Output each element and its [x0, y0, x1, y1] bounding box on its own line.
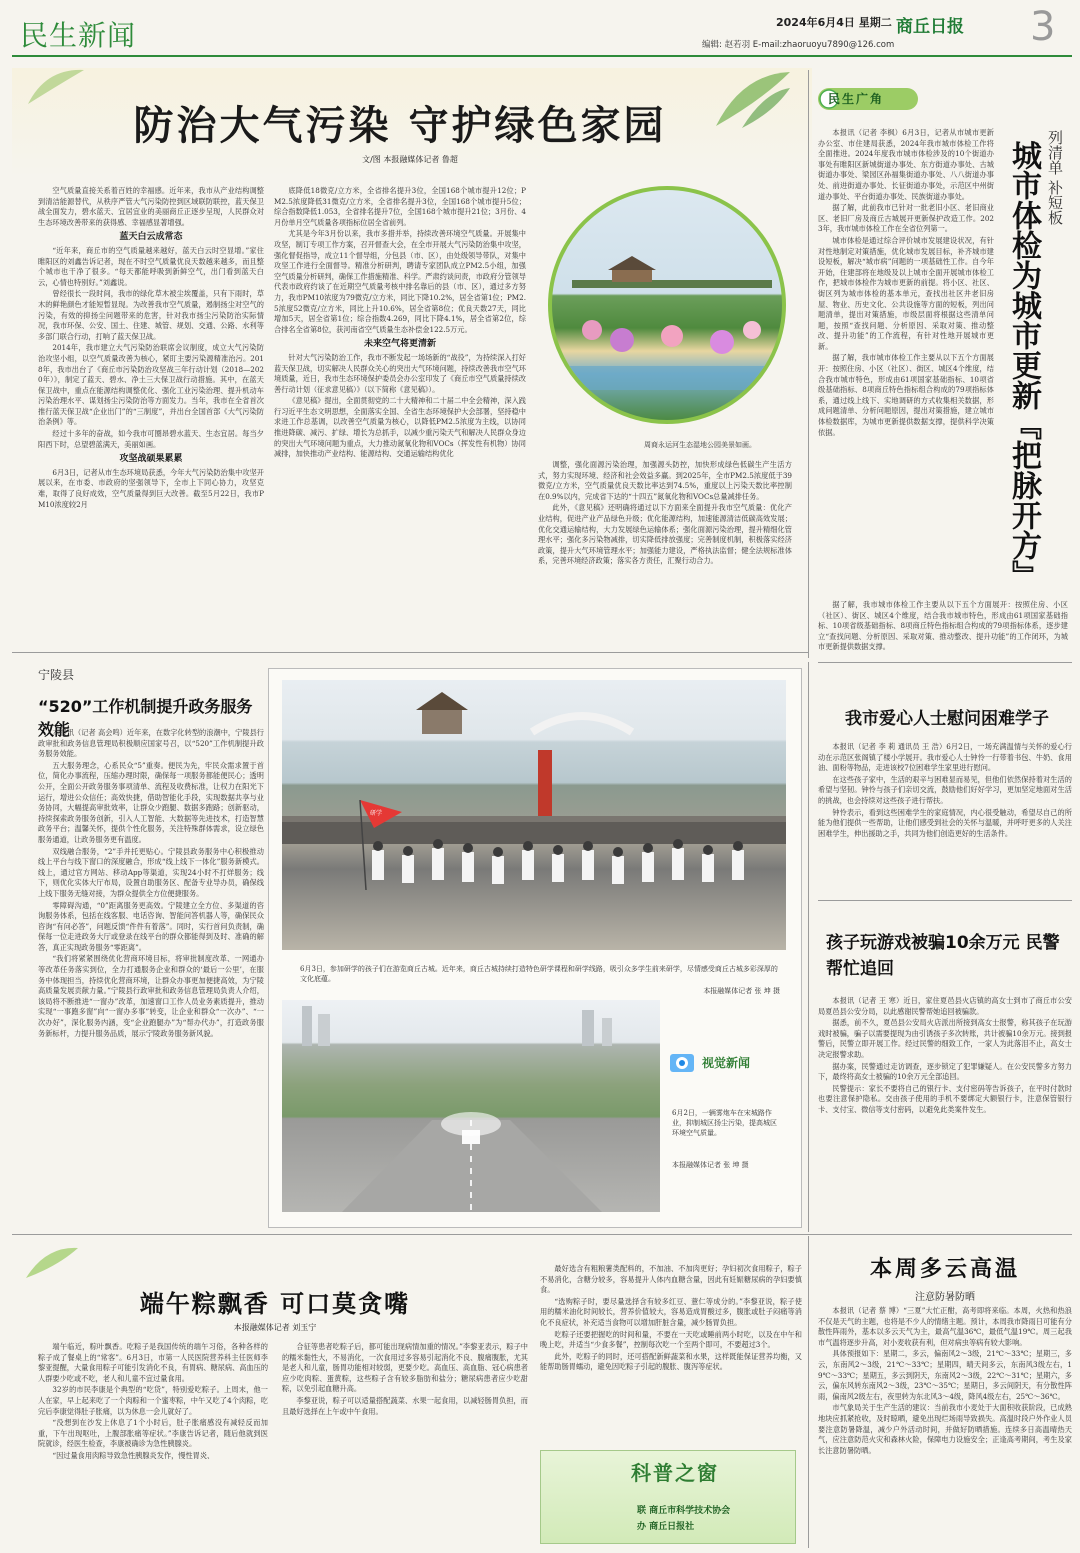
subhead-blue-sky: 蓝天白云成常态: [119, 232, 183, 243]
visual-news-badge: [668, 1048, 780, 1078]
sidebar-paragraph: 据了解，我市城市体检工作主要从以下五个方面展开：按照住房、小区（社区）、街区、城区4个维度，结合我市城市特色，形成由61项国家基础指标、10项省级基础指标、8项商丘特色指标组合构成的79项指标体系，逐步建立“查找问题、分析原因、采取对策、推动整改、提升功能”的工作闭环，为城市更新提供数据支撑。: [818, 600, 1068, 652]
sidebar-kicker: 列清单 补短板: [1046, 130, 1064, 225]
weather-paragraph: 市气象局关于生产生活的建议：当前我市小麦处于大面积收获阶段，已成熟地块应抓紧抢收，及时晾晒，避免出现烂场雨导致损失。高温时段户外作业人员要注意防暑降温，减少户外活动时间，并做好防晒措施。连续多日高温晴热天气，应注意防范火灾和森林火险，保障电力设施安全；正逢高考期间，考生及家长注意防暑防晒。: [818, 1403, 1072, 1455]
weather-headline: 本周多云高温: [869, 1257, 1020, 1282]
dragon-paragraph: 32岁的市民李康是个典型的“吃货”，特别爱吃粽子。上周末，他一人在家，早上起来吃了一个肉粽和一个蜜枣粽，中午又吃了4个肉粽，吃完后李康觉得肚子胀痛，以为休息一会儿就好了。: [38, 1385, 268, 1416]
dragon-paragraph: 吃粽子还要把握吃的时间和量，不要在一天吃或睡前两小时吃，以及在中午和晚上吃，并适当“少食多餐”，控制每次吃一个至两个即可，不要超过3个。: [540, 1329, 802, 1350]
scam-paragraph: 本报讯（记者 王 寒）近日，家住夏邑县火店镇的高女士到市了商丘市公安局夏邑县公安分局，以此感谢民警帮她追回被骗款。: [818, 996, 1072, 1016]
main-intro: 空气质量直接关系着百姓的幸福感。近年来，我市从产业结构调整到清洁能源替代，从秩序严管大气污染防控到区域联防联控，蓝天保卫战全面发力，碧水蓝天、宜居宜业的美丽商丘正逐步呈现，人民群众对生态环境改善带来的获得感、幸福感显著增强。: [38, 186, 264, 227]
ningling-paragraph: 五大服务理念，心系民众“5”重奏。便民为先，牢民众需求置于首位，简化办事流程，压缩办理时限，确保每一项服务都能便民心；透明公开，全面公开政务服务事项清单、流程及收费标准，让权力在阳光下运行，增进公众信任；高效快捷，借助智能化手段，实现数据共享与业务协同，大幅提高审批效率，让群众少跑腿、数据多跑路；创新驱动，持续探索政务服务创新，引入人工智能、大数据等先进技术，打造智慧政务平台；温馨关怀，提供个性化服务，关注特殊群体需求，设立绿色服务通道，让政务服务更有温度。: [38, 760, 264, 844]
science-window-box: [540, 1450, 796, 1544]
newspaper-logo: 商丘日报: [896, 17, 964, 37]
main-paragraph: 曾经很长一段时间，我市的绿化草木被尘埃覆盖，只有下雨时，草木的鲜艳颜色才能短暂显现。为改善我市空气质量，遏制扬尘对空气的污染，有效的抑扬尘问题带来的危害，针对我市扬尘污染防治实际情况，我市环保、公安、国土、住建、城管、规划、交通、公路、水利等多部门联合行动，打响了蓝天保卫战。: [38, 289, 264, 341]
ningling-paragraph: 本报讯（记者 高会鸣）近年来，在数字化转型的浪潮中，宁陵县行政审批和政务信息管理局积极顺应国家号召，以“520”工作机制提升政务服务效能。: [38, 728, 264, 759]
wetland-park-photo: [548, 186, 786, 424]
scam-paragraph: 民警提示：家长不要将自己的银行卡、支付密码等告诉孩子，在平时付款时也要注意保护隐私。交由孩子使用的手机不要绑定大额银行卡，注意保管银行卡、支付宝、微信等支付密码，以避免此类案件发生。: [818, 1083, 1072, 1114]
sidebar-banner-label: 民生广角: [828, 92, 885, 106]
dragon-col1: [38, 1342, 268, 1547]
sidebar-article-bottom: [818, 600, 1068, 658]
sidebar-paragraph: 本报讯（记者 李枫）6月3日，记者从市城市更新办公室、市住建局获悉，2024年我市城市体检工作将全面推进。2024年度我市城市体检涉及的10个街道办事处有睢阳区新城街道办事处、东方街道办事处、古城街道办事处、梁园区孙福集街道办事处、八八街道办事处、前进街道办事处、长征街道办事处，示范区中州街道办事处、平台街道办事处、民族街道办事处。: [818, 128, 994, 201]
sidebar-paragraph: 城市体检是通过综合评价城市发展建设状况，有针对性地制定对策措施，优化城市发展目标，补齐城市建设短板，解决“城市病”问题的一项基础性工作。自今年开始，住建部将在地级及以上城市全面开展城市体检工作，把城市体检作为城市更新的前提。将小区、社区、街区列为城市体检的基本单元，查找出社区井老旧房屋、物业、历史文化、公共设施等方面的短板，列出问题清单，提出对策措施，市级层面将根据这些清单问题，按照“查找问题、分析原因、采取对策、推动整改、提升功能”的工作流程，有针对性地开展城市更新。: [818, 235, 994, 351]
visual-news-label: 视觉新闻: [702, 1056, 751, 1070]
scam-article: [818, 996, 1072, 1226]
zongzi-leaf-decoration: [22, 1242, 82, 1282]
main-paragraph: 针对大气污染防治工作，我市不断发起一场场新的“战役”，为持续深入打好蓝天保卫战，切实解决人民群众关心的突出大气环境问题，持续改善我市空气环境质量，近日，我市生态环境保护委员会办公室印发了《商丘市空气质量持续改善行动计划（征求意见稿）》（以下简称《意见稿》）。: [274, 352, 526, 394]
main-paragraph: 6月3日，记者从市生态环境局获悉，今年大气污染防治集中攻坚开展以来，在市委、市政府的坚强领导下，全市上下同心协力，攻坚克难，取得了良好成效，空气质量得到巨大改善。截至5月22日，我市PM10浓度较2月: [38, 467, 264, 509]
county-tag: 宁陵县: [38, 668, 75, 682]
dragon-boat-headline: 端午粽飘香 可口莫贪嘴: [139, 1290, 411, 1318]
science-window-org1: 联 商丘市科学技术协会: [637, 1506, 731, 1516]
weather-article: [818, 1306, 1072, 1548]
science-window-title: 科普之窗: [631, 1461, 719, 1485]
fog-cannon-photo: [282, 1000, 660, 1212]
caring-paragraph: 本报讯（记者 李 莉 通讯员 王 浩）6月2日，一场充满温情与关怀的爱心行动在示范区张阁镇了楼小学展开。我市爱心人士钟怜一行带着书包、牛奶、食用油、面粉等物品，走进该校7位困难学生家里进行慰问。: [818, 742, 1072, 773]
dragon-paragraph: “选购粽子时，要尽量选择含有较多红豆、薏仁等成分的。”李黎亚说，粽子使用的糯米油化时间较长，营养价值较大，容易造成胃酸过多，腹胀或肚子闷痛等消化不良症状，补充适当食物可以增加肝脏含量，减少肠胃负担。: [540, 1296, 802, 1327]
main-paragraph: 底降低18微克/立方米，全省排名提升3位，全国168个城市提升12位；PM2.5浓度降低31微克/立方米，全省排名提升3位，全国168个城市提升5位；综合指数降低1.053，全省排名提升7位，全国168个城市提升21位；3月份、4月份单月空气质量各项指标位居全省前列。: [274, 186, 526, 227]
section-title: 民生新闻: [20, 19, 137, 52]
sidebar-paragraph: 据了解，我市城市体检工作主要从以下五个方面展开：按照住房、小区（社区）、街区、城区4个维度，结合我市城市特色，形成由61项国家基础指标、10项省级基础指标、8项商丘特色指标组合构成的79项指标体系，通过线上线下、实地调研的方式收集相关数据，形成问题清单、分析问题原因，提出对策措施，建立城市体检数据库，为城市更新提供数据支撑，提供科学决策依据。: [818, 353, 994, 437]
science-window-org2: 办 商丘日报社: [637, 1522, 695, 1532]
dragon-paragraph: “没想到在沙发上休息了1个小时后，肚子胀痛感没有减轻反而加重，下午出现呕吐，上腹部胀痛等症状。”李康告诉记者，随后他就到医院就诊，经医生检查，李康被确诊为急性胰腺炎。: [38, 1418, 268, 1449]
photo-caption-2: 6月2日，一辆雾炮车在宋城路作业，抑制城区扬尘污染，提高城区环境空气质量。: [672, 1109, 777, 1137]
section-divider: [818, 662, 1072, 663]
main-paragraph: 2014年，我市建立大气污染防治联席会议制度，成立大气污染防治攻坚小组，以空气质量改善为核心，紧盯主要污染源精准治污。2018年，我市出台了《商丘市污染防治攻坚战三年行动计划（2018—2020年）》，制定了蓝天、碧水、净土三大保卫战行动措施。其中，在蓝天保卫战中，重点在能源结构调整优化、强化工业污染治理、提升机动车污染治理水平、谋划扬尘污染防治等方面发力。当年，我市在全省首次推行蓝天保卫战“企业出门”的“三制度”，并出台全国首部《大气污染防治条例》等。: [38, 343, 264, 427]
main-byline: 文/图 本报融媒体记者 鲁超: [362, 155, 458, 164]
main-paragraph: 调整，强化面源污染治理，加强源头防控，加快形成绿色低碳生产生活方式，努力实现环境、经济和社会效益多赢。到2025年，全市PM2.5浓度低于39微克/立方米，空气质量优良天数比率达到74.5%，重度以上污染天数比率控制在0.9%以内，完成省下达的“十四五”氮氧化物和VOCs总量减排任务。: [538, 460, 792, 501]
section-divider: [12, 1234, 1072, 1235]
dragon-paragraph: 此外，吃粽子的同时，还可搭配新鲜蔬菜和水果，这样既能保证营养均衡，又能帮助肠胃蠕动，避免因吃粽子引起的腹胀、腹泻等症状。: [540, 1351, 802, 1372]
dragon-paragraph: 李黎亚说，粽子可以适量搭配蔬菜、水果一起食用，以减轻肠胃负担，而且最好选择在上午或中午食用。: [282, 1395, 528, 1416]
dragon-paragraph: 最好选含有粗粮薯类配料的，不加油、不加肉更好；孕妇初次食用粽子，粽子不易消化，含糖分较多，容易提升人体内血糖含量，因此有妊娠糖尿病的孕妇要慎食。: [540, 1264, 802, 1295]
main-paragraph: 此外，《意见稿》还明确将通过以下方面来全面提升我市空气质量：优化产业结构，促进产业产品绿色升级；优化能源结构，加速能源清洁低碳高效发展；优化交通运输结构，大力发展绿色运输体系；强化面源污染治理，提升精细化管理水平；强化多污染物减排，切实降低排放强度；完善制度机制，积极落实经济政策，提升大气环境管理水平；加强能力建设，严格执法监督；健全法规标准体系，完善环境经济政策；落实各方责任，汇聚行动合力。: [538, 503, 792, 566]
weather-paragraph: 本报讯（记者 蔡 博）“三夏”大忙正酣，高考即将来临。本周，火热和热浪不仅是天气的主题，也将是不少人的情绪主题。预计，本周我市降雨日可能有分散性阵雨外，基本以多云天气为主，最高气温36℃，最低气温19℃。周三起我市气温将逐步升高，对小麦收获有利，但对病虫等病有较大影响。: [818, 1306, 1072, 1347]
dragon-col2: [282, 1342, 528, 1547]
scam-headline: 孩子玩游戏被骗10余万元 民警帮忙追回: [826, 933, 1060, 979]
caring-headline: 我市爱心人士慰问困难学子: [845, 709, 1049, 729]
sidebar-headline: 城市体检为城市更新『把脉开方』: [1006, 140, 1041, 590]
photo-credit-2: 本报融媒体记者 张 坤 摄: [672, 1161, 749, 1169]
scam-paragraph: 据办案，民警通过走访调查，逐步锁定了犯罪嫌疑人。在公安民警多方努力下，最终将高女士被骗的10余万元全部追回。: [818, 1061, 1072, 1082]
section-divider: [818, 900, 1072, 901]
issue-date: 2024年6月4日 星期二: [776, 16, 892, 29]
header-rule: [12, 55, 1072, 57]
column-divider: [808, 70, 809, 658]
ancient-city-photo: [282, 680, 786, 950]
weather-paragraph: 具体预报如下：星期二，多云，偏南风2～3级，21℃～33℃；星期三，多云，东南风2～3级，21℃～33℃；星期四，晴天间多云，东南风3级左右，19℃～33℃；星期五，多云到阴天，东南风2～3级，22℃～31℃；星期六，多云，偏东风转东南风2～3级，23℃～35℃；星期日，多云间阴天，有分散性阵雨，偏南风2级左右，夜里转为东北风3～4级，降风4级左右，25℃～36℃。: [818, 1349, 1072, 1401]
photo-credit-1: 本报融媒体记者 张 坤 摄: [703, 987, 780, 995]
ningling-headline: “520”工作机制提升政务服务效能: [38, 697, 253, 739]
caring-article: [818, 742, 1072, 892]
scam-paragraph: 据悉，前不久，夏邑县公安局火店派出所接到高女士报警，称其孩子在玩游戏时被骗，骗子以需要提现为由引诱孩子多次转账，共计被骗10余万元。接到报警后，民警立即开展工作。经过民警的细致工作，一家人为此落泪不止，高女士决定报警求助。: [818, 1018, 1072, 1059]
main-paragraph: 经过十多年的奋战，如今我市可圈昂碧水蓝天、生态宜居。每当夕阳西下时，总望碧蓝满天，美丽如画。: [38, 429, 264, 449]
main-paragraph: “近年来，商丘市的空气质量越来越好，蓝天白云时空显增。”家住睢阳区的刘鑫告诉记者，现在不时空气质量优良天数越来越多，而且整个城市也干净了很多。“每天都能呼吸到新鲜空气，出门看到蓝天白云，心情也特别好。”刘鑫说。: [38, 245, 264, 287]
sidebar-paragraph: 据了解，此前我市已针对一批老旧小区、老旧商业区、老旧厂房及商丘古城展开更新保护改造工作。2023年，我市城市体检工作在全省位列第一。: [818, 203, 994, 234]
ningling-article: [38, 728, 264, 1248]
page-number: 3: [1030, 4, 1056, 50]
dragon-boat-byline: 本报融媒体记者 刘玉宁: [233, 1323, 317, 1332]
dragon-col3: [540, 1264, 802, 1444]
column-divider: [808, 1236, 809, 1548]
editor-info: 编辑: 赵若羽 E-mail:zhaoruoyu7890@126.com: [702, 40, 895, 50]
sidebar-article: [818, 128, 994, 658]
caring-paragraph: 在这些孩子家中，生活的艰辛与困难显而易见，但他们依然保持着对生活的希望与坚韧。钟怜与孩子们亲切交流，鼓励他们好好学习，更加坚定地面对生活的挑战，也会持续对这些孩子进行帮扶。: [818, 774, 1072, 805]
flag-text: 研学: [370, 810, 383, 817]
caring-paragraph: 钟怜表示，看到这些困难学生的家庭情况，内心很受触动，希望尽自己的所能为他们提供一些帮助，让他们感受到社会的关怀与温暖，并呼吁更多的人关注困难学生，伸出援助之手，共同为他们创造更好的生活条件。: [818, 807, 1072, 838]
ningling-paragraph: 零障碍沟通，“0”距离服务更高效。宁陵建立全方位、多渠道的咨询服务体系，包括在线客服、电话咨询、智能问答机器人等，确保民众咨询“有问必答”，问题反馈“件件有着落”。同时，实行首问负责制，确保每一位走进政务大厅或登录在线平台的群众都能得到及时、准确的解答，真正实现政务服务“零距离”。: [38, 900, 264, 952]
main-paragraph: 尤其是今年3月份以来，我市多措并举，持续改善环境空气质量。开展集中攻坚，制订专项工作方案，召开督查大会，在全市开展大气污染防治集中攻坚，强化督促指导，成立11个督导组，分包县（市、区），由处级领导带队，对集中攻坚工作进行全面督导。精准分析研判，聘请专家团队成立PM2.5小组，加强空气质量分析研判，确保工作措施精准、科学。严肃约谈问责，市政府分管领导代表市政府约谈了在近期空气质量考核中排名靠后的县（市、区），通过多方努力，我市PM10浓度为79微克/立方米，同比下降10.2%，居全省第1位；PM2.5浓度52微克/立方米，同比上升10.6%，居全省第8位；优良天数27天，同比增加5天，居全省第1位；综合指数4.269，同比下降4.1%，居全省第2位，综合排名全省第8位，获河南省空气质量生态补偿金122.5万元。: [274, 229, 526, 334]
section-divider: [12, 652, 808, 653]
main-col1: [38, 186, 264, 626]
ningling-paragraph: “我们将紧紧围绕优化营商环境目标，将审批制度改革、一网通办等改革任务落实到位，全力打通服务企业和群众的‘最后一公里’，在服务中体现担当，持续优化营商环境，让群众办事更加便捷高效，为宁陵高质量发展贡献力量。”宁陵县行政审批和政务信息管理局负责人介绍，该局将不断推进“一窗办”改革，加速窗口工作人员业务素质提升，推动实现“一事跑多窗”向“一窗办多事”转变，让企业和群众“一次办”、“一次办好”，深化服务内涵，变“企业跑腿办”为“帮办代办”，打造政务服务新标杆，力提升服务品质，展示宁陵政务服务新风貌。: [38, 954, 264, 1038]
dragon-paragraph: “因过量食用肉粽导致急性胰腺炎发作，慢性胃炎、: [52, 1450, 215, 1460]
sidebar-banner: [818, 88, 918, 110]
dragon-paragraph: 合征等患者吃粽子后，都可能出现病情加重的情况。”李黎亚表示，粽子中的糯米黏性大，不易消化，一次食用过多容易引起消化不良、腹痛腹胀，尤其是老人和儿童，肠胃功能相对较弱，更要少吃。高血压、高血脂、冠心病患者应少吃肉粽、蛋黄粽，这些粽子含有较多脂肪和盐分；糖尿病患者应少吃甜粽，以免引起血糖升高。: [282, 1342, 528, 1394]
photo-caption-1: 6月3日，参加研学的孩子们在游览商丘古城。近年来，商丘古城持续打造特色研学课程和研学线路，吸引众多学生前来研学，尽情感受商丘古城多彩深厚的文化底蕴。: [300, 965, 778, 983]
main-col2: [274, 186, 526, 626]
dragon-paragraph: 端午临近，粽叶飘香。吃粽子是我国传统的端午习俗，各种各样的粽子成了餐桌上的“常客”。6月3日，市第一人民医院营养科主任医师李黎亚提醒，大量食用粽子可能引发消化不良，有胃病、糖尿病、高血压的人群要少吃或不吃，老人和儿童不宜过量食用。: [38, 1342, 268, 1383]
weather-subtitle: 注意防暑防晒: [915, 1292, 975, 1303]
subhead-results: 攻坚战硕果累累: [119, 454, 183, 465]
ningling-paragraph: 双线融合服务，“2”手并托更贴心。宁陵县政务服务中心积极推动线上平台与线下窗口的深度融合，形成“线上线下一体化”服务新模式。线上，通过官方网站、移动App等渠道，实现24小时不打烊服务；线下，则优化实体大厅布局，设置自助服务区、配备专业导办员，确保线上线下服务无缝对接，为群众提供全方位便捷服务。: [38, 846, 264, 898]
column-divider: [808, 662, 809, 1232]
main-col3: [538, 460, 792, 626]
main-headline: 防治大气污染 守护绿色家园: [133, 103, 667, 149]
subhead-future: 未来空气将更清新: [363, 339, 436, 350]
main-paragraph: 《意见稿》提出，全面贯彻党的二十大精神和二十届二中全会精神，深入践行习近平生态文明思想，全面落实全国、全省生态环境保护大会部署，坚持稳中求进工作总基调，以改善空气质量为核心，以降低PM2.5浓度为主线，以协同推进降碳、减污、扩绿、增长为总抓手，以减少重污染天气和解决人民群众身边的突出大气环境问题为重点，大力推动氮氧化物和VOCs（挥发性有机物）协同减排，加快推动产业结构、能源结构、交通运输结构优化: [274, 396, 526, 459]
photo-caption: 周商永运河生态湿地公园美景如画。: [644, 441, 756, 449]
